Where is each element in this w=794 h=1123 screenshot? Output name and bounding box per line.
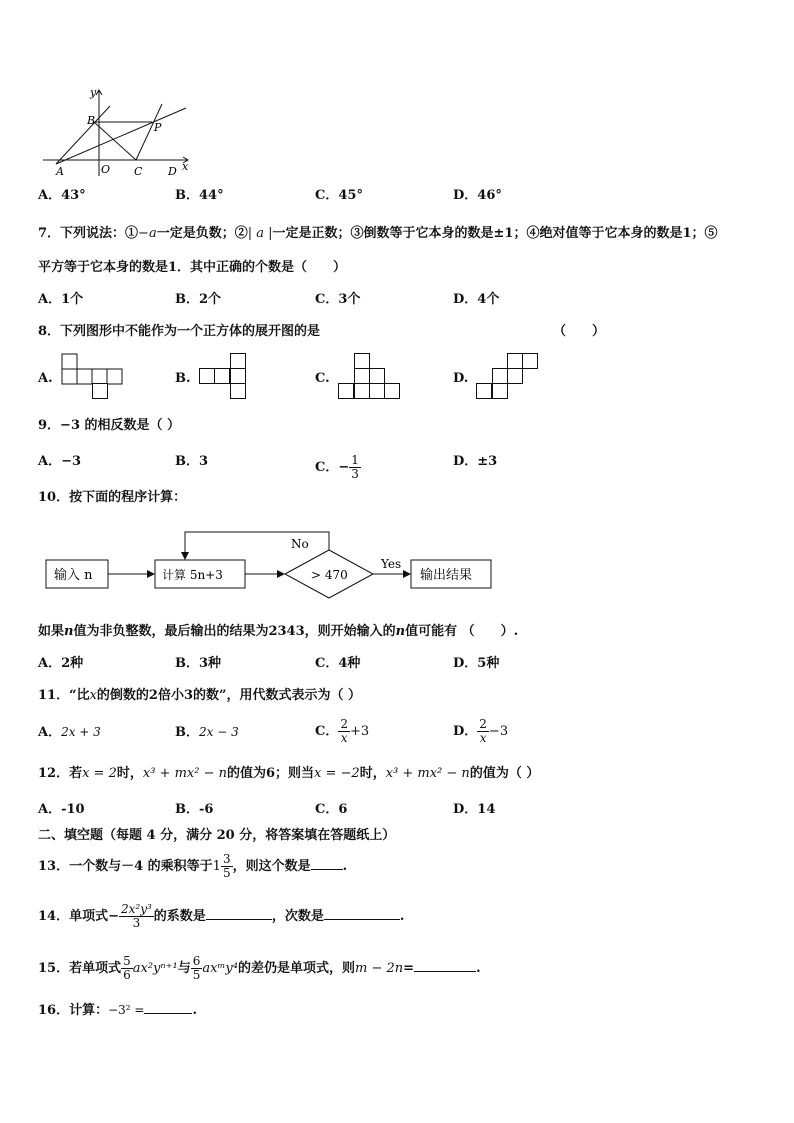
line-ab [56, 106, 110, 164]
q9-option-c[interactable] [315, 454, 361, 481]
q8-net-c [338, 353, 404, 403]
q12-option-c[interactable]: C．6 [315, 802, 348, 817]
q11-c-num: 2 [340, 717, 348, 731]
geometry-figure [38, 84, 198, 180]
q7-option-c[interactable]: C．3个 [315, 292, 361, 307]
label-a: A [56, 165, 64, 178]
q10-option-a[interactable]: A．2种 [38, 656, 84, 671]
flow-calc-label: 计算 5n+3 [162, 568, 223, 582]
q9-frac-num: 1 [351, 453, 359, 467]
q14-coefficient-blank[interactable] [206, 906, 272, 920]
label-y: y [90, 86, 97, 99]
q7-abs-a: | a | [247, 226, 273, 241]
q8-option-a[interactable]: A. [38, 371, 53, 386]
q15-end: . [476, 961, 481, 976]
q11-option-a[interactable] [38, 724, 101, 741]
q12-cond1: x = 2 [82, 766, 117, 781]
q11-b-expr: 2x − 3 [199, 725, 239, 739]
q8-paren: （ ） [553, 324, 606, 339]
q11-d-tail: −3 [488, 724, 509, 739]
q9-fraction [349, 454, 361, 481]
q15-eq: = [403, 961, 415, 976]
q13-answer-blank[interactable] [311, 856, 343, 870]
q15-num2: 6 [192, 954, 201, 968]
q15-mono1: ax²yⁿ⁺¹ [132, 961, 178, 976]
q7-neg-a: −a [138, 226, 157, 241]
flow-yes-label: Yes [381, 557, 402, 571]
q7-option-d[interactable]: D．4个 [453, 292, 500, 307]
q11-d-den: x [479, 731, 487, 745]
q11-x: x [89, 688, 97, 703]
label-p: P [154, 121, 162, 134]
label-x: x [182, 160, 189, 173]
q14-den: 3 [132, 916, 141, 930]
q8-net-a-bottom [92, 383, 110, 401]
q13-whole: 1 [212, 859, 221, 874]
q10-text-b: 值为非负整数，最后输出的结果为2343，则开始输入的 [73, 624, 396, 639]
q10-option-c[interactable]: C．4种 [315, 656, 361, 671]
q14-frac [119, 903, 154, 930]
q11-d-label: D． [453, 724, 478, 739]
flow-input-label: 输入 n [54, 568, 93, 583]
q12-text-d: 时， [359, 766, 386, 781]
q8-net-d [476, 353, 542, 403]
q13-den: 5 [222, 866, 231, 880]
q11-option-d[interactable] [453, 718, 508, 745]
q6-option-d[interactable]: D．46° [453, 188, 502, 203]
q16-text: 16．计算： [38, 1003, 109, 1018]
q12-text-c: 的值为6；则当 [226, 766, 315, 781]
q13-stem [38, 852, 347, 882]
q12-poly1: x³ + mx² − n [142, 766, 227, 781]
q13-text-a: 13．一个数与－4 的乘积等于 [38, 859, 213, 874]
q10-n2: n [395, 624, 406, 639]
q11-text-b: 的倒数的2倍小3的数”，用代数式表示为（ ） [96, 688, 362, 703]
q7-stem-line2: 平方等于它本身的数是1．其中正确的个数是（ ） [38, 260, 347, 275]
q14-end: . [399, 909, 405, 924]
q15-den2: 5 [192, 968, 201, 982]
q11-c-label: C． [315, 724, 339, 739]
flow-output-label: 输出结果 [420, 568, 473, 583]
q11-d-num: 2 [479, 717, 487, 731]
label-o: O [101, 163, 111, 176]
q10-option-b[interactable]: B．3种 [175, 656, 222, 671]
q12-option-a[interactable]: A．-10 [38, 802, 85, 817]
q9-option-a[interactable]: A．−3 [38, 454, 82, 469]
q8-option-b[interactable]: B. [175, 371, 191, 386]
q7-text-c: 一定是正数；③倒数等于它本身的数是±1；④绝对值等于它本身的数是1；⑤ [272, 226, 718, 241]
q6-option-c[interactable]: C．45° [315, 188, 363, 203]
q7-text-b: 一定是负数；② [156, 226, 248, 241]
q15-text-c: 的差仍是单项式，则 [238, 961, 356, 976]
line-ap [56, 108, 186, 164]
q15-expr: m − 2n [355, 961, 404, 976]
section-fill-blank-heading: 二、填空题（每题 4 分，满分 20 分，将答案填在答题纸上） [38, 828, 396, 843]
q7-text-a: 7．下列说法：① [38, 226, 139, 241]
q8-option-d[interactable]: D. [453, 371, 469, 386]
q10-flowchart [38, 520, 508, 606]
flow-cond-label: > 470 [311, 568, 348, 582]
q10-stem: 10．按下面的程序计算： [38, 490, 187, 505]
q14-degree-blank[interactable] [324, 906, 400, 920]
q13-num: 3 [222, 852, 231, 866]
label-b: B [87, 114, 96, 127]
q15-stem [38, 954, 481, 984]
q16-stem [38, 1000, 197, 1019]
q10-question [38, 624, 518, 640]
q12-cond2: x = −2 [314, 766, 360, 781]
q12-poly2: x³ + mx² − n [385, 766, 470, 781]
q11-stem [38, 688, 361, 704]
q15-answer-blank[interactable] [414, 958, 476, 972]
q13-text-b: ，则这个数是 [232, 859, 311, 874]
q12-option-b[interactable]: B．-6 [175, 802, 214, 817]
q8-net-a [61, 353, 125, 387]
q11-c-tail: +3 [350, 724, 370, 739]
q15-text-b: 与 [177, 961, 191, 976]
q10-n1: n [64, 624, 74, 639]
q15-text-a: 15．若单项式 [38, 961, 122, 976]
q13-frac [221, 853, 233, 880]
q7-stem [38, 226, 717, 242]
q16-answer-blank[interactable] [144, 1000, 192, 1014]
q15-frac2 [191, 955, 203, 982]
q10-option-d[interactable]: D．5种 [453, 656, 500, 671]
q9-stem: 9．−3 的相反数是（ ） [38, 418, 181, 433]
q6-option-b[interactable]: B．44° [175, 188, 224, 203]
q14-num: 2x²y³ [120, 902, 152, 916]
q9-option-d[interactable]: D．±3 [453, 454, 498, 469]
q11-b-label: B． [175, 725, 199, 740]
q15-den1: 6 [123, 968, 131, 982]
q10-text-a: 如果 [38, 624, 65, 639]
q9-frac-den: 3 [351, 467, 359, 481]
q9-option-c-label: C．− [315, 460, 350, 475]
q11-d-frac [477, 718, 489, 745]
q8-stem: 8．下列图形中不能作为一个正方体的展开图的是 [38, 324, 321, 339]
label-d: D [168, 165, 177, 178]
q16-expr: −3² = [108, 1003, 145, 1017]
q14-text-b: 的系数是 [153, 909, 206, 924]
q14-text-c: ，次数是 [271, 909, 324, 924]
q11-text-a: 11．“比 [38, 688, 90, 703]
q16-end: . [192, 1003, 197, 1018]
q13-end: . [342, 859, 348, 874]
flow-no-label: No [291, 537, 309, 551]
q11-option-c[interactable] [315, 718, 369, 745]
q11-a-label: A． [38, 725, 62, 740]
q9-option-b[interactable]: B．3 [175, 454, 209, 469]
q15-mono2: axᵐy⁴ [202, 961, 238, 976]
q6-option-a[interactable]: A．43° [38, 188, 86, 203]
q10-text-c: 值可能有 （ ）. [405, 624, 519, 639]
q12-text-a: 12．若 [38, 766, 83, 781]
q11-option-b[interactable] [175, 724, 239, 741]
q12-stem [38, 766, 539, 782]
q11-c-den: x [340, 731, 348, 745]
q8-net-b [199, 353, 263, 403]
q12-option-d[interactable]: D．14 [453, 802, 496, 817]
q11-c-frac [338, 718, 350, 745]
label-c: C [134, 165, 143, 178]
q7-option-b[interactable]: B．2个 [175, 292, 222, 307]
q15-frac1 [121, 955, 133, 982]
q12-text-e: 的值为（ ） [469, 766, 540, 781]
q11-a-expr: 2x + 3 [61, 725, 101, 739]
q12-text-b: 时， [116, 766, 143, 781]
q8-option-c[interactable]: C. [315, 371, 330, 386]
q14-stem [38, 902, 404, 932]
q15-num1: 5 [123, 954, 131, 968]
q7-option-a[interactable]: A．1个 [38, 292, 84, 307]
q14-text-a: 14．单项式− [38, 909, 119, 924]
segment-bc [94, 122, 136, 160]
